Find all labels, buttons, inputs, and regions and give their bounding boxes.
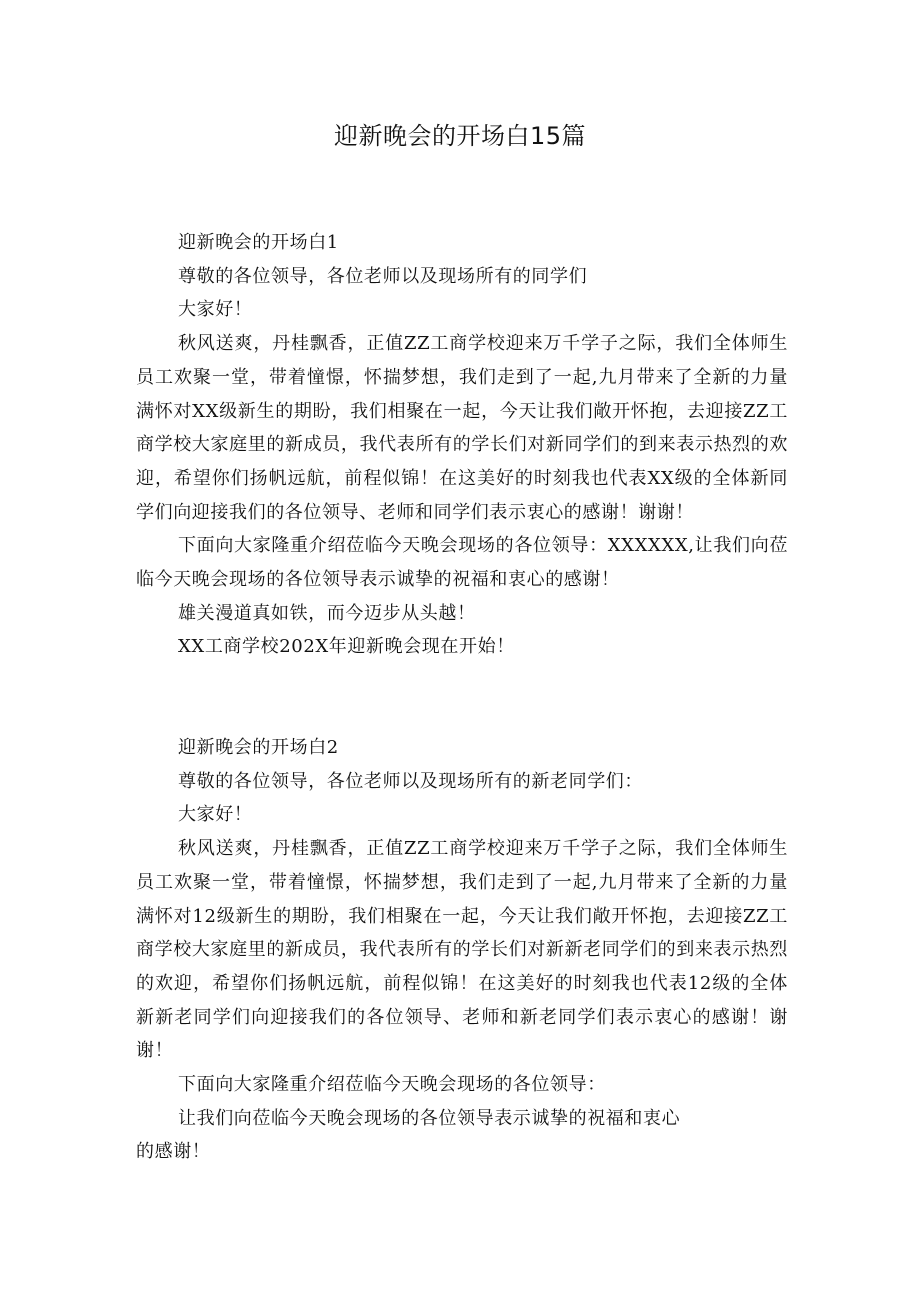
salutation-paragraph: 尊敬的各位领导，各位老师以及现场所有的新老同学们： (178, 770, 643, 792)
paragraph-line: 的感谢！ (136, 1141, 211, 1163)
body-paragraph: 下面向大家隆重介绍莅临今天晚会现场的各位领导： (178, 1074, 606, 1096)
paragraph-line: 让我们向莅临今天晚会现场的各位领导表示诚挚的祝福和衷心 (178, 1107, 681, 1129)
salutation-paragraph: 尊敬的各位领导，各位老师以及现场所有的同学们 (178, 265, 588, 287)
document-title: 迎新晚会的开场白15篇 (333, 122, 587, 150)
section-opening-2 (136, 731, 788, 1169)
section-heading: 迎新晚会的开场白1 (178, 232, 339, 253)
section-opening-1 (136, 226, 788, 664)
body-paragraph: XX工商学校202X年迎新晚会现在开始！ (178, 636, 515, 658)
greeting-paragraph: 大家好！ (178, 299, 253, 321)
body-paragraph (136, 1102, 788, 1169)
section-heading: 迎新晚会的开场白2 (178, 737, 339, 758)
body-paragraph: 秋风送爽，丹桂飘香，正值ZZ工商学校迎来万千学子之际，我们全体师生员工欢聚一堂，带着憧憬，怀揣梦想，我们走到了一起,九月带来了全新的力量满怀对XX级新生的期盼，我们相聚在一起，今天让我们敞开怀抱，去迎接ZZ工商学校大家庭里的新成员，我代表所有的学长们对新同学们的到来表示热烈的欢迎，希望你们扬帆远航，前程似锦！在这美好的时刻我也代表XX级的全体新同学们向迎接我们的各位领导、老师和同学们表示衷心的感谢！谢谢！ (136, 333, 788, 523)
body-paragraph: 雄关漫道真如铁，而今迈步从头越！ (178, 602, 476, 624)
body-paragraph: 下面向大家隆重介绍莅临今天晚会现场的各位领导：XXXXXX,让我们向莅临今天晚会现场的各位领导表示诚挚的祝福和衷心的感谢！ (136, 535, 788, 591)
body-paragraph: 秋风送爽，丹桂飘香，正值ZZ工商学校迎来万千学子之际，我们全体师生员工欢聚一堂，带着憧憬，怀揣梦想，我们走到了一起,九月带来了全新的力量满怀对12级新生的期盼，我们相聚在一起，今天让我们敞开怀抱，去迎接ZZ工商学校大家庭里的新成员，我代表所有的学长们对新新老同学们的到来表示热烈的欢迎，希望你们扬帆远航，前程似锦！在这美好的时刻我也代表12级的全体新新老同学们向迎接我们的各位领导、老师和新老同学们表示衷心的感谢！谢谢！ (136, 838, 788, 1062)
greeting-paragraph: 大家好！ (178, 804, 253, 826)
